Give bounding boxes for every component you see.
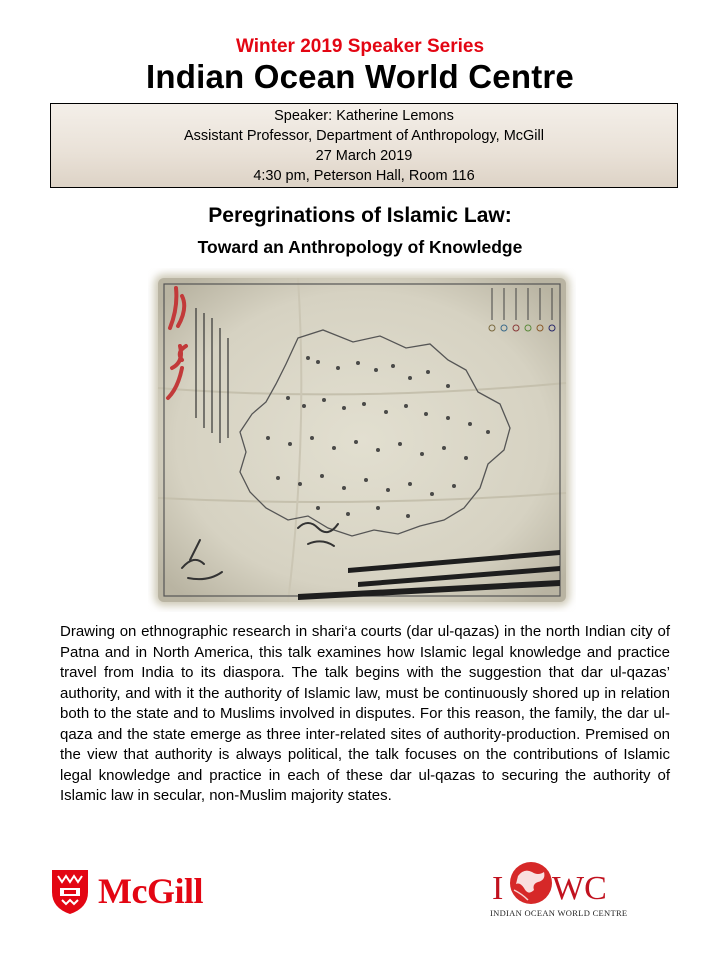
speaker-position: Assistant Professor, Department of Anthropology, McGill: [184, 128, 544, 144]
talk-subtitle: Toward an Anthropology of Knowledge: [197, 237, 523, 257]
map-photo: [148, 268, 576, 612]
iowc-caption: INDIAN OCEAN WORLD CENTRE: [490, 908, 628, 918]
series-title: Winter 2019 Speaker Series: [235, 36, 485, 57]
centre-title: Indian Ocean World Centre: [146, 58, 574, 95]
iowc-letter-i: I: [492, 870, 504, 907]
mcgill-logo: [50, 868, 240, 916]
event-time-place: 4:30 pm, Peterson Hall, Room 116: [253, 168, 475, 184]
globe-icon: [508, 860, 554, 906]
mcgill-crest-icon: [50, 868, 90, 916]
talk-title: Peregrinations of Islamic Law:: [208, 204, 512, 227]
iowc-letters-wc: WC: [552, 870, 607, 907]
event-date: 27 March 2019: [315, 148, 413, 164]
iowc-logo: [488, 858, 648, 924]
mcgill-wordmark: McGill: [98, 871, 203, 911]
speaker-name: Speaker: Katherine Lemons: [274, 108, 454, 124]
speaker-info-box: [50, 103, 678, 188]
abstract-text: Drawing on ethnographic research in shari‘a courts (dar ul-qazas) in the north Indian city of Patna and in North America, this talk examines how Islamic legal knowledge and practice travel from India to its diaspora. The talk begins with the suggestion that dar ul-qazas’ authority, and with it the authority of Islamic law, must be continuously shored up in relation both to the state and to Muslims involved in disputes. For this reason, the family, the dar ul-qaza and the state emerge as three inter-related sites of authority-production. Premised on the view that authority is always political, the talk focuses on the contributions of Islamic legal knowledge and practice in each of these dar ul-qazas to securing the authority of Islamic law in secular, non-Muslim majority states.: [60, 623, 670, 804]
